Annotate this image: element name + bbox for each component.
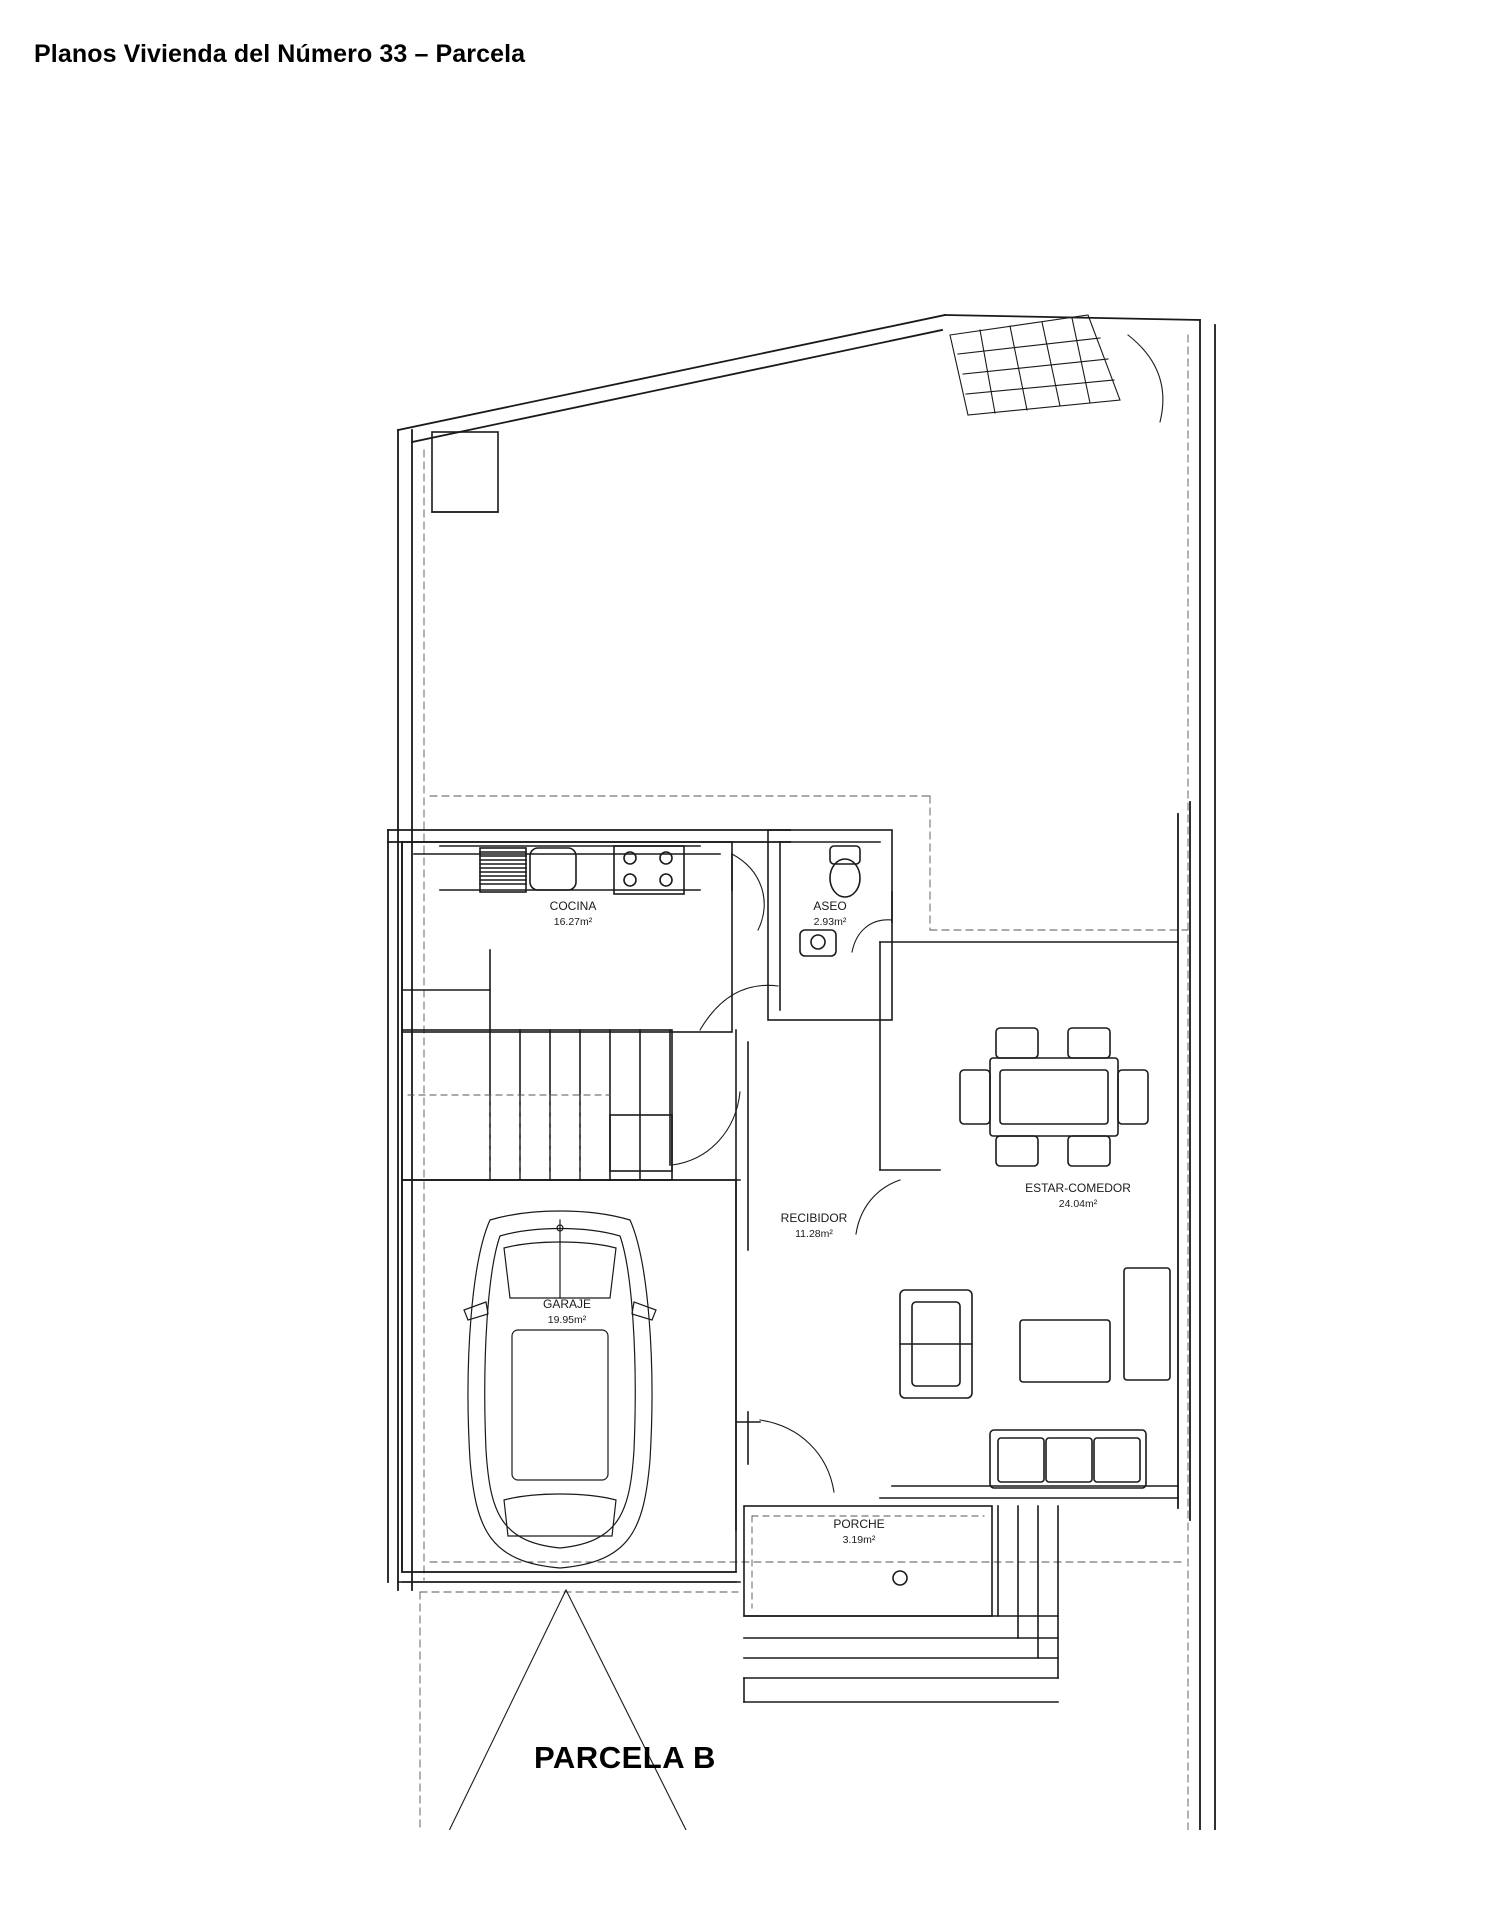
label-porche: PORCHE [833, 1517, 885, 1531]
floor-plan-drawing [0, 130, 1500, 1830]
area-estar-comedor: 24.04m² [1058, 1198, 1098, 1210]
upper-terrace-detail [432, 432, 498, 512]
area-porche: 3.19m² [842, 1534, 876, 1546]
room-porche [744, 1506, 1058, 1702]
page-title: Planos Vivienda del Número 33 – Parcela [34, 40, 526, 68]
label-aseo: ASEO [813, 899, 847, 913]
area-aseo: 2.93m² [813, 916, 847, 928]
room-recibidor [672, 1030, 940, 1530]
plot-setback-lines [424, 335, 1188, 1830]
label-parcela-b: PARCELA B [534, 1740, 716, 1775]
room-estar-comedor [880, 942, 1178, 1498]
label-cocina: COCINA [549, 899, 597, 913]
interior-staircase [402, 1030, 740, 1180]
label-estar-comedor: ESTAR-COMEDOR [1025, 1181, 1131, 1195]
exterior-stair [950, 315, 1120, 415]
front-garden-area [398, 1582, 1180, 1830]
area-cocina: 16.27m² [553, 916, 593, 928]
car-symbol [464, 1211, 656, 1568]
area-recibidor: 11.28m² [795, 1228, 833, 1240]
room-garaje [402, 1180, 736, 1582]
area-garaje: 19.95m² [547, 1314, 587, 1326]
label-garaje: GARAJE [542, 1297, 592, 1311]
label-recibidor: RECIBIDOR [780, 1211, 848, 1225]
floor-plan-svg [0, 130, 1500, 1830]
room-cocina [402, 842, 778, 1032]
